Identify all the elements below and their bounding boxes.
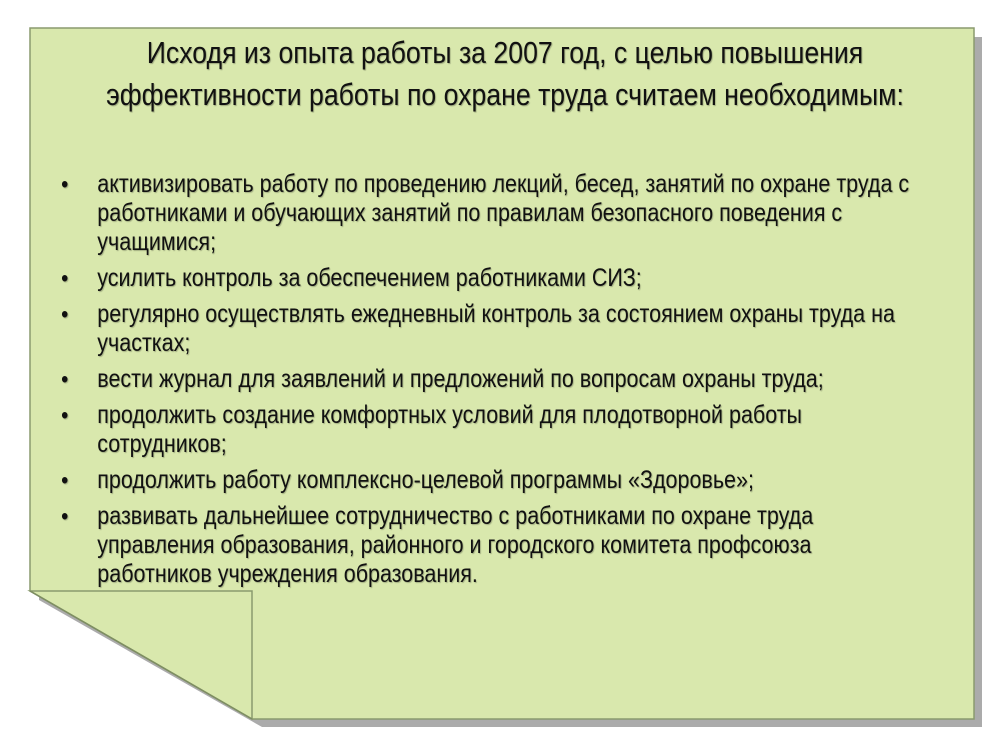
bullet-icon: • [61,467,69,494]
bullet-icon: • [61,503,69,530]
bullet-text: вести журнал для заявлений и предложений по вопросам охраны труда; [97,365,824,393]
bullet-item [56,300,916,358]
bullet-text: активизировать работу по проведению лекций, бесед, занятий по охране труда с работниками и обучающих занятий по правилам безопасного поведения с учащимися; [97,170,910,256]
bullet-text: продолжить создание комфортных условий для плодотворной работы сотрудников; [97,401,803,458]
bullet-icon: • [61,402,69,429]
bullet-icon: • [61,265,69,292]
bullet-text: развивать дальнейшее сотрудничество с работниками по охране труда управления образования, районного и городского комитета профсоюза работников учреждения образования. [97,502,814,588]
bullet-item [56,264,916,293]
slide-title: Исходя из опыта работы за 2007 год, с целью повышения эффективности работы по охране труда считаем необходимым: [106,35,904,112]
bullet-item [56,401,916,459]
bullet-icon: • [61,301,69,328]
bullet-item [56,365,916,394]
bullet-icon: • [61,366,69,393]
bullet-item [56,466,916,495]
bullet-text: усилить контроль за обеспечением работниками СИЗ; [97,264,642,292]
bullet-icon: • [61,171,69,198]
bullet-list [56,170,916,596]
bullet-text: регулярно осуществлять ежедневный контроль за состоянием охраны труда на участках; [97,300,895,357]
bullet-item [56,170,916,257]
bullet-item [56,502,916,589]
bullet-text: продолжить работу комплексно-целевой программы «Здоровье»; [97,466,754,494]
